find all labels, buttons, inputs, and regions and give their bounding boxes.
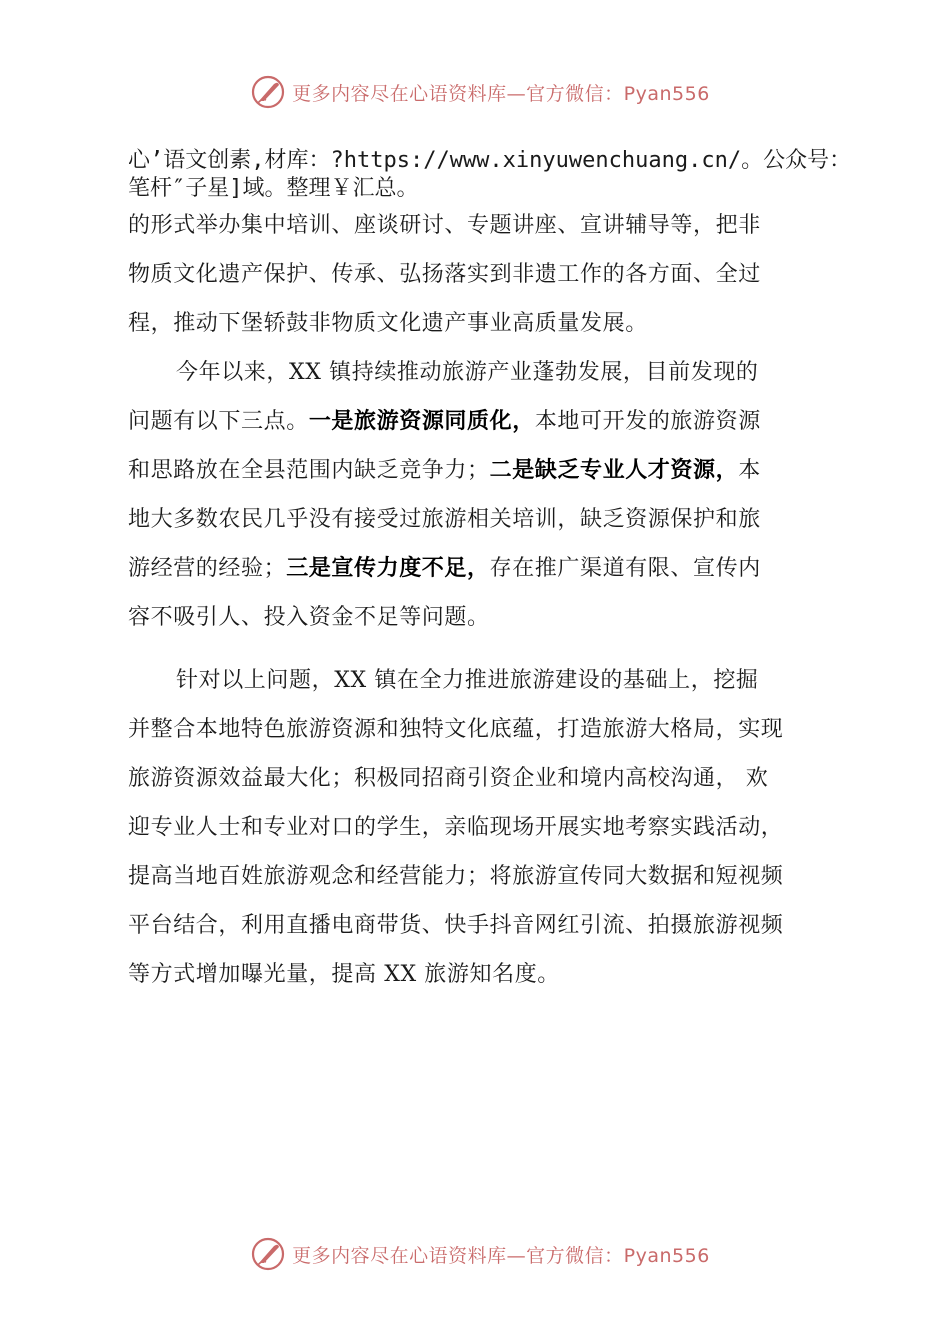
footer-watermark-banner [0, 1232, 950, 1276]
text-line: 并整合本地特色旅游资源和独特文化底蕴，打造旅游大格局，实现 [128, 717, 784, 742]
text-line: 地大多数农民几乎没有接受过旅游相关培训，缺乏资源保护和旅 [128, 507, 761, 532]
text-line: 今年以来，XX 镇持续推动旅游产业蓬勃发展，目前发现的 [176, 360, 759, 385]
source-line-1: 心’语文创素,材库：?https://www.xinyuwenchuang.cn/。公众号： [128, 148, 852, 173]
quill-logo-icon [250, 1236, 286, 1272]
text-line: 游经营的经验；三是宣传力度不足，存在推广渠道有限、宣传内 [128, 556, 761, 581]
key-point-3: 三是宣传力度不足， [286, 556, 490, 581]
source-notice [128, 147, 908, 203]
paragraph-2 [128, 348, 838, 642]
paragraph-3 [128, 656, 838, 999]
text-line: 物质文化遗产保护、传承、弘扬落实到非遗工作的各方面、全过 [128, 262, 761, 287]
source-line-2: 笔杆″子星]域。整理￥汇总。 [128, 176, 419, 201]
quill-logo-icon [250, 74, 286, 110]
text-line: 提高当地百姓旅游观念和经营能力；将旅游宣传同大数据和短视频 [128, 864, 784, 889]
text-line: 程，推动下堡轿鼓非物质文化遗产事业高质量发展。 [128, 311, 648, 336]
text-line: 容不吸引人、投入资金不足等问题。 [128, 605, 490, 630]
header-watermark-banner [0, 70, 950, 114]
watermark-text: 更多内容尽在心语资料库—官方微信：Pyan556 [292, 82, 710, 105]
text-line: 问题有以下三点。一是旅游资源同质化，本地可开发的旅游资源 [128, 409, 761, 434]
key-point-1: 一是旅游资源同质化， [308, 409, 535, 434]
text-line: 等方式增加曝光量，提高 XX 旅游知名度。 [128, 962, 560, 987]
text-line: 针对以上问题，XX 镇在全力推进旅游建设的基础上，挖掘 [176, 668, 759, 693]
text-line: 平台结合，利用直播电商带货、快手抖音网红引流、拍摄旅游视频 [128, 913, 784, 938]
text-line: 迎专业人士和专业对口的学生，亲临现场开展实地考察实践活动， [128, 815, 784, 840]
paragraph-1 [128, 201, 838, 348]
watermark-text: 更多内容尽在心语资料库—官方微信：Pyan556 [292, 1244, 710, 1267]
text-line: 的形式举办集中培训、座谈研讨、专题讲座、宣讲辅导等，把非 [128, 213, 761, 238]
text-line: 旅游资源效益最大化；积极同招商引资企业和境内高校沟通， 欢 [128, 766, 769, 791]
key-point-2: 二是缺乏专业人才资源， [489, 458, 739, 483]
text-line: 和思路放在全县范围内缺乏竞争力；二是缺乏专业人才资源，本 [128, 458, 761, 483]
